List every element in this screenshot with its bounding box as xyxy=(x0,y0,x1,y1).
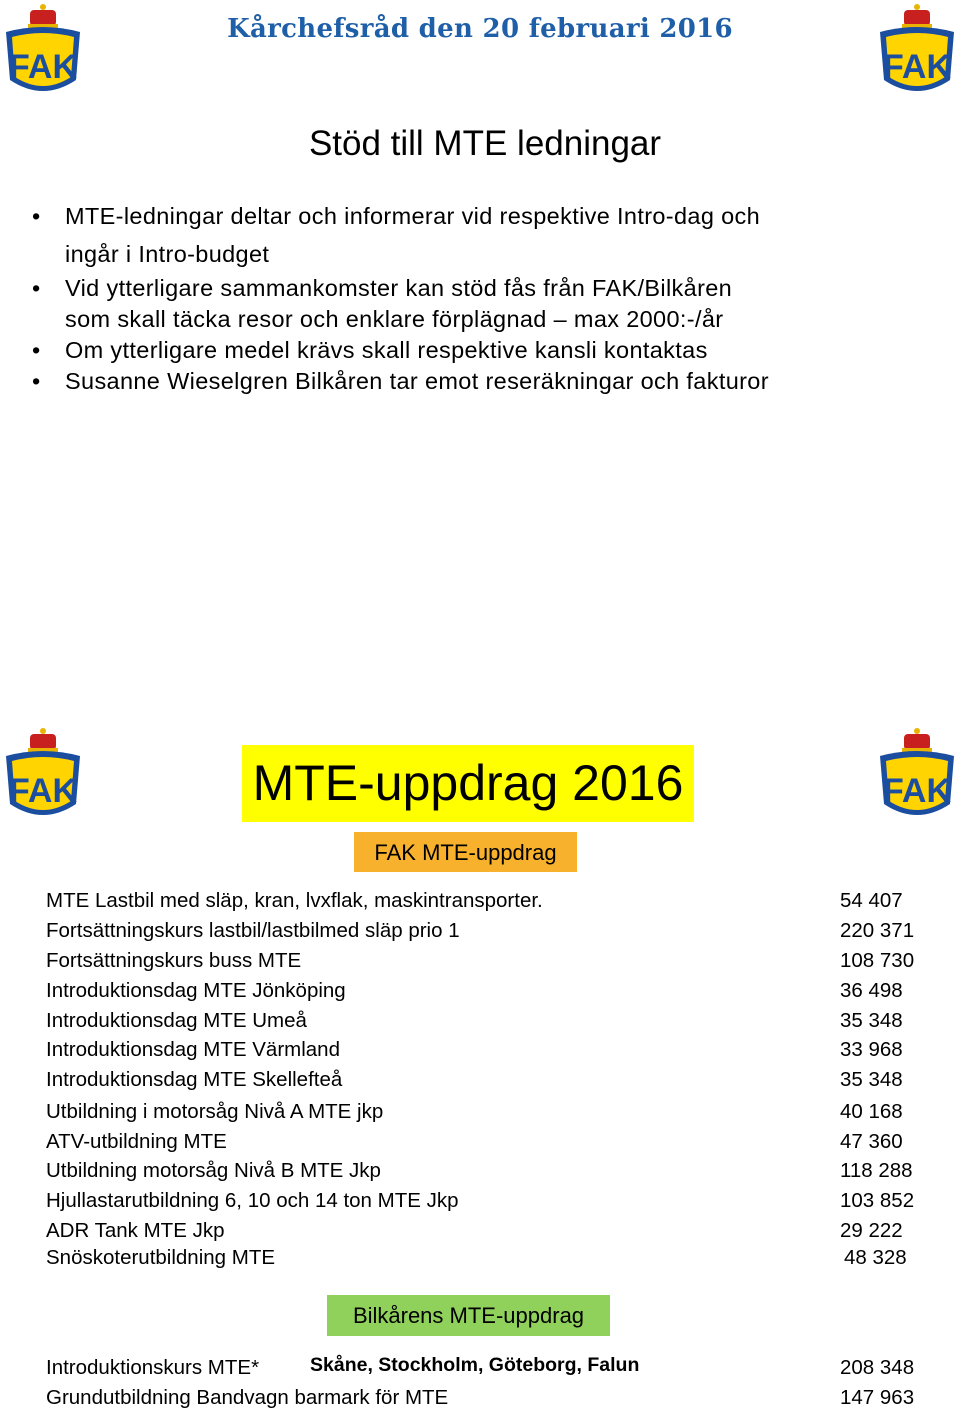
svg-text:FAK: FAK xyxy=(9,772,77,810)
slide-title-mte-uppdrag: MTE-uppdrag 2016 xyxy=(242,745,694,822)
bullet-item: • Om ytterligare medel krävs skall respektive kansli kontaktas xyxy=(32,337,708,363)
table-row-label: Introduktionsdag MTE Värmland xyxy=(46,1038,340,1061)
table-row-value: 29 222 xyxy=(840,1219,903,1242)
table-row-value: 33 968 xyxy=(840,1038,903,1061)
svg-text:FAK: FAK xyxy=(9,48,77,86)
table-row-value: 36 498 xyxy=(840,979,903,1002)
table-row-value: 220 371 xyxy=(840,919,915,942)
fak-logo xyxy=(0,726,86,830)
table-row-label: Hjullastarutbildning 6, 10 och 14 ton MTE Jkp xyxy=(46,1189,459,1212)
table-row-value: 54 407 xyxy=(840,889,903,912)
table-row-value: 48 328 xyxy=(844,1246,907,1269)
bullet-list xyxy=(30,196,955,398)
bullet-item: • Vid ytterligare sammankomster kan stöd fås från FAK/Bilkåren xyxy=(32,275,733,301)
table-row-label: Introduktionsdag MTE Umeå xyxy=(46,1009,307,1032)
table-row-value: 35 348 xyxy=(840,1068,903,1091)
slide-title: Stöd till MTE ledningar xyxy=(308,124,662,163)
fak-logo xyxy=(874,726,960,830)
document-header-title: Kårchefsråd den 20 februari 2016 xyxy=(227,14,733,44)
table-row-label: Introduktionsdag MTE Skellefteå xyxy=(46,1068,343,1091)
bullet-item-continuation: som skall täcka resor och enklare förplägnad – max 2000:-/år xyxy=(65,306,724,332)
table-row-label: Fortsättningskurs buss MTE xyxy=(46,949,302,972)
table-row-value: 147 963 xyxy=(840,1386,915,1409)
locations-note: Skåne, Stockholm, Göteborg, Falun xyxy=(310,1354,640,1376)
table-row-label: ADR Tank MTE Jkp xyxy=(46,1219,225,1242)
table-row-value: 118 288 xyxy=(840,1159,913,1182)
bullet-item: • MTE-ledningar deltar och informerar vid respektive Intro-dag och xyxy=(32,203,761,229)
table-row-label: Introduktionsdag MTE Jönköping xyxy=(46,979,346,1002)
table-row-value: 40 168 xyxy=(840,1100,903,1123)
table-row-value: 35 348 xyxy=(840,1009,903,1032)
table-row-value: 47 360 xyxy=(840,1130,903,1153)
table-row-label: Utbildning motorsåg Nivå B MTE Jkp xyxy=(46,1159,381,1182)
table-row-value: 108 730 xyxy=(840,949,915,972)
table-row-value: 208 348 xyxy=(840,1356,915,1379)
svg-text:FAK: FAK xyxy=(883,48,951,86)
svg-text:FAK: FAK xyxy=(883,772,951,810)
table-row-label: MTE Lastbil med släp, kran, lvxflak, maskintransporter. xyxy=(46,889,543,912)
bullet-item: • Susanne Wieselgren Bilkåren tar emot reseräkningar och fakturor xyxy=(32,368,769,394)
fak-logo xyxy=(0,2,86,106)
table-row-label: ATV-utbildning MTE xyxy=(46,1130,227,1153)
table-row-label: Snöskoterutbildning MTE xyxy=(46,1246,276,1269)
table-row-label: Introduktionskurs MTE* xyxy=(46,1356,260,1379)
bullet-item-continuation: ingår i Intro-budget xyxy=(65,241,270,267)
fak-logo xyxy=(874,2,960,106)
bilkaren-section-label: Bilkårens MTE-uppdrag xyxy=(327,1295,610,1336)
table-row-label: Grundutbildning Bandvagn barmark för MTE xyxy=(46,1386,449,1409)
fak-section-label: FAK MTE-uppdrag xyxy=(354,832,577,872)
table-row-label: Fortsättningskurs lastbil/lastbilmed släp prio 1 xyxy=(46,919,460,942)
table-row-label: Utbildning i motorsåg Nivå A MTE jkp xyxy=(46,1100,384,1123)
table-row-value: 103 852 xyxy=(840,1189,915,1212)
